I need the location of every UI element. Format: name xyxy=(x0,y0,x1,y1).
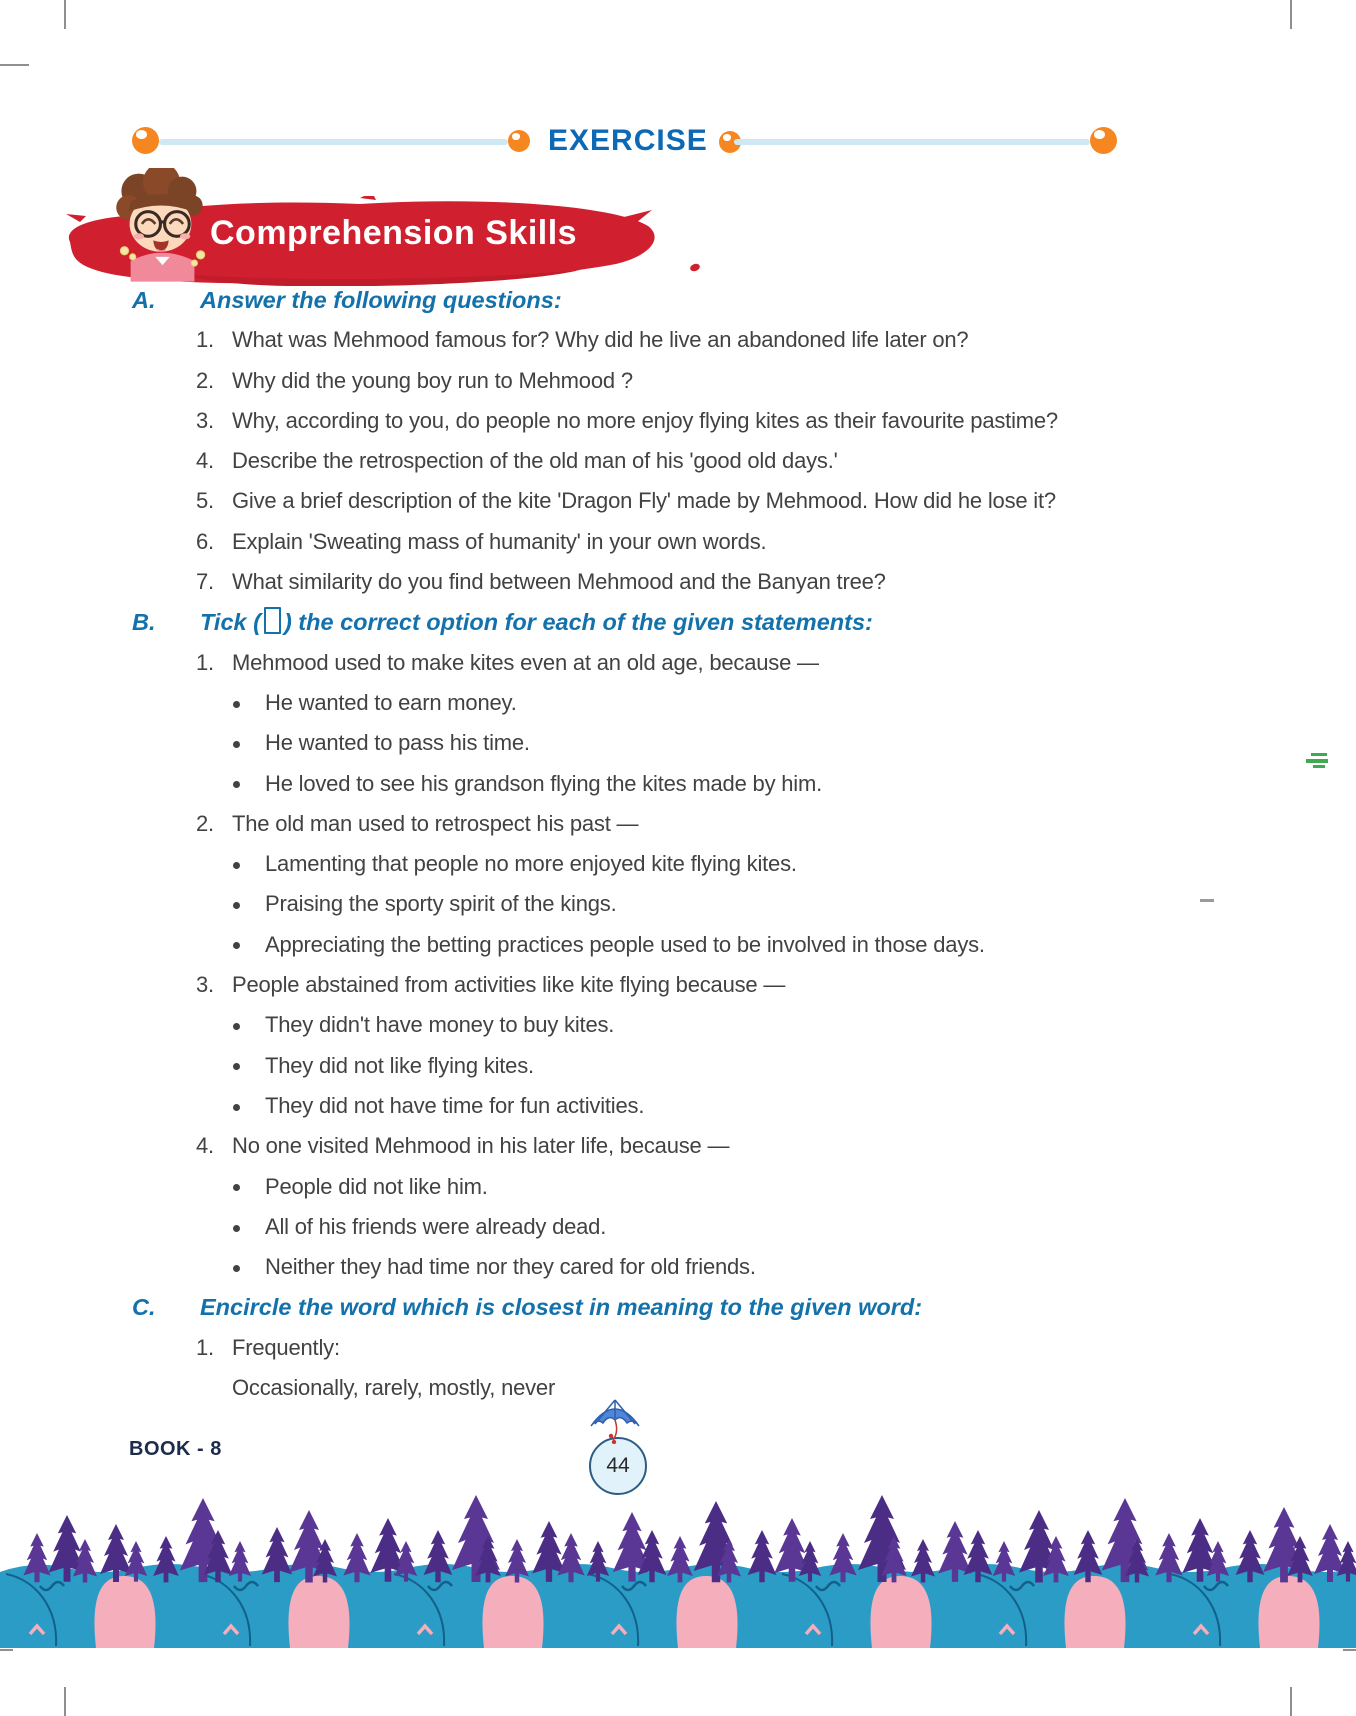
statement-number: 4. xyxy=(196,1133,214,1159)
option-row xyxy=(0,683,1356,723)
statement-row xyxy=(0,1126,1356,1166)
orange-dot-icon xyxy=(508,130,530,152)
option-row xyxy=(0,884,1356,924)
question-text: Why did the young boy run to Mehmood ? xyxy=(232,367,633,393)
option-text: People did not like him. xyxy=(265,1173,488,1199)
bullet-icon xyxy=(233,1225,240,1232)
option-row xyxy=(0,764,1356,804)
option-row xyxy=(0,723,1356,763)
bullet-icon xyxy=(233,1184,240,1191)
bullet-icon xyxy=(233,1104,240,1111)
statement-text: No one visited Mehmood in his later life, because — xyxy=(232,1133,730,1159)
banner-title: Comprehension Skills xyxy=(210,214,578,252)
page-number: 44 xyxy=(606,1454,630,1477)
page-number-badge xyxy=(589,1437,647,1495)
question-row xyxy=(0,522,1356,562)
section-b-label: B. xyxy=(132,609,156,636)
crop-mark xyxy=(0,64,29,66)
red-speck-artifact xyxy=(689,263,701,273)
question-row xyxy=(0,361,1356,401)
crop-mark xyxy=(64,1687,66,1716)
option-text: He wanted to earn money. xyxy=(265,689,517,715)
section-a-label: A. xyxy=(132,287,156,313)
section-b-title xyxy=(200,609,873,635)
section-c-heading xyxy=(0,1287,1356,1327)
bullet-icon xyxy=(233,902,240,909)
section-c-label: C. xyxy=(132,1294,156,1321)
statement-number: 1. xyxy=(196,649,214,675)
word-number: 1. xyxy=(196,1334,214,1360)
question-number: 1. xyxy=(196,327,214,353)
header-line xyxy=(734,139,1090,145)
section-b-heading xyxy=(0,602,1356,642)
statement-number: 2. xyxy=(196,810,214,836)
option-text: Lamenting that people no more enjoyed kite flying kites. xyxy=(265,851,797,877)
option-text: Neither they had time nor they cared for old friends. xyxy=(265,1254,756,1280)
statement-row xyxy=(0,804,1356,844)
option-text: All of his friends were already dead. xyxy=(265,1213,607,1239)
option-text: They did not like flying kites. xyxy=(265,1052,534,1078)
word-row xyxy=(0,1328,1356,1368)
question-row xyxy=(0,320,1356,360)
question-text: Why, according to you, do people no more enjoy flying kites as their favourite pastime? xyxy=(232,407,1058,433)
heading-text: ) the correct option for each of the given statements: xyxy=(283,609,873,636)
option-text: He loved to see his grandson flying the kites made by him. xyxy=(265,770,823,796)
comprehension-skills-banner xyxy=(60,168,660,286)
orange-dot-icon xyxy=(132,127,159,154)
statement-row xyxy=(0,643,1356,683)
bullet-icon xyxy=(233,1023,240,1030)
word-text: Frequently: xyxy=(232,1334,340,1360)
boy-avatar xyxy=(108,168,216,282)
question-text: Describe the retrospection of the old man of his 'good old days.' xyxy=(232,448,838,474)
section-c-title: Encircle the word which is closest in meaning to the given word: xyxy=(200,1294,923,1321)
option-row xyxy=(0,844,1356,884)
option-text: He wanted to pass his time. xyxy=(265,730,530,756)
statement-number: 3. xyxy=(196,972,214,998)
missing-glyph-box-icon xyxy=(264,607,281,634)
question-number: 4. xyxy=(196,448,214,474)
question-text: What was Mehmood famous for? Why did he live an abandoned life later on? xyxy=(232,327,969,353)
orange-dot-icon xyxy=(1090,127,1117,154)
exercise-content xyxy=(0,280,1356,1408)
option-row xyxy=(0,1247,1356,1287)
section-a-heading xyxy=(0,280,1356,320)
option-text: They did not have time for fun activities. xyxy=(265,1092,645,1118)
question-number: 2. xyxy=(196,367,214,393)
bullet-icon xyxy=(233,701,240,708)
option-row xyxy=(0,1086,1356,1126)
option-text: They didn't have money to buy kites. xyxy=(265,1012,615,1038)
option-text: Appreciating the betting practices people used to be involved in those days. xyxy=(265,931,985,957)
option-row xyxy=(0,925,1356,965)
statement-text: People abstained from activities like kite flying because — xyxy=(232,972,786,998)
crop-mark xyxy=(1290,0,1292,29)
exercise-heading: EXERCISE xyxy=(548,124,708,157)
question-number: 3. xyxy=(196,407,214,433)
bullet-icon xyxy=(233,1265,240,1272)
heading-text: Tick ( xyxy=(200,609,261,636)
question-text: Explain 'Sweating mass of humanity' in your own words. xyxy=(232,528,767,554)
option-row xyxy=(0,1005,1356,1045)
header-line xyxy=(159,139,508,145)
forest-wave-border xyxy=(0,1482,1356,1650)
option-text: Praising the sporty spirit of the kings. xyxy=(265,891,617,917)
question-row xyxy=(0,401,1356,441)
question-text: What similarity do you find between Mehmood and the Banyan tree? xyxy=(232,569,886,595)
question-number: 5. xyxy=(196,488,214,514)
bullet-icon xyxy=(233,942,240,949)
statement-text: Mehmood used to make kites even at an old age, because — xyxy=(232,649,819,675)
crop-mark xyxy=(64,0,66,29)
bullet-icon xyxy=(233,1063,240,1070)
kite-icon xyxy=(587,1396,643,1444)
statement-text: The old man used to retrospect his past — xyxy=(232,810,639,836)
bullet-icon xyxy=(233,741,240,748)
option-row xyxy=(0,1167,1356,1207)
question-row xyxy=(0,441,1356,481)
book-label: BOOK - 8 xyxy=(129,1438,222,1460)
question-number: 6. xyxy=(196,528,214,554)
synonyms-row xyxy=(0,1368,1356,1408)
question-number: 7. xyxy=(196,569,214,595)
statement-row xyxy=(0,965,1356,1005)
bullet-icon xyxy=(233,862,240,869)
question-text: Give a brief description of the kite 'Dragon Fly' made by Mehmood. How did he lose it? xyxy=(232,488,1056,514)
option-row xyxy=(0,1207,1356,1247)
option-row xyxy=(0,1046,1356,1086)
bullet-icon xyxy=(233,781,240,788)
synonyms-text: Occasionally, rarely, mostly, never xyxy=(232,1375,556,1401)
question-row xyxy=(0,562,1356,602)
question-row xyxy=(0,481,1356,521)
section-a-title: Answer the following questions: xyxy=(200,287,562,313)
crop-mark xyxy=(1290,1687,1292,1716)
